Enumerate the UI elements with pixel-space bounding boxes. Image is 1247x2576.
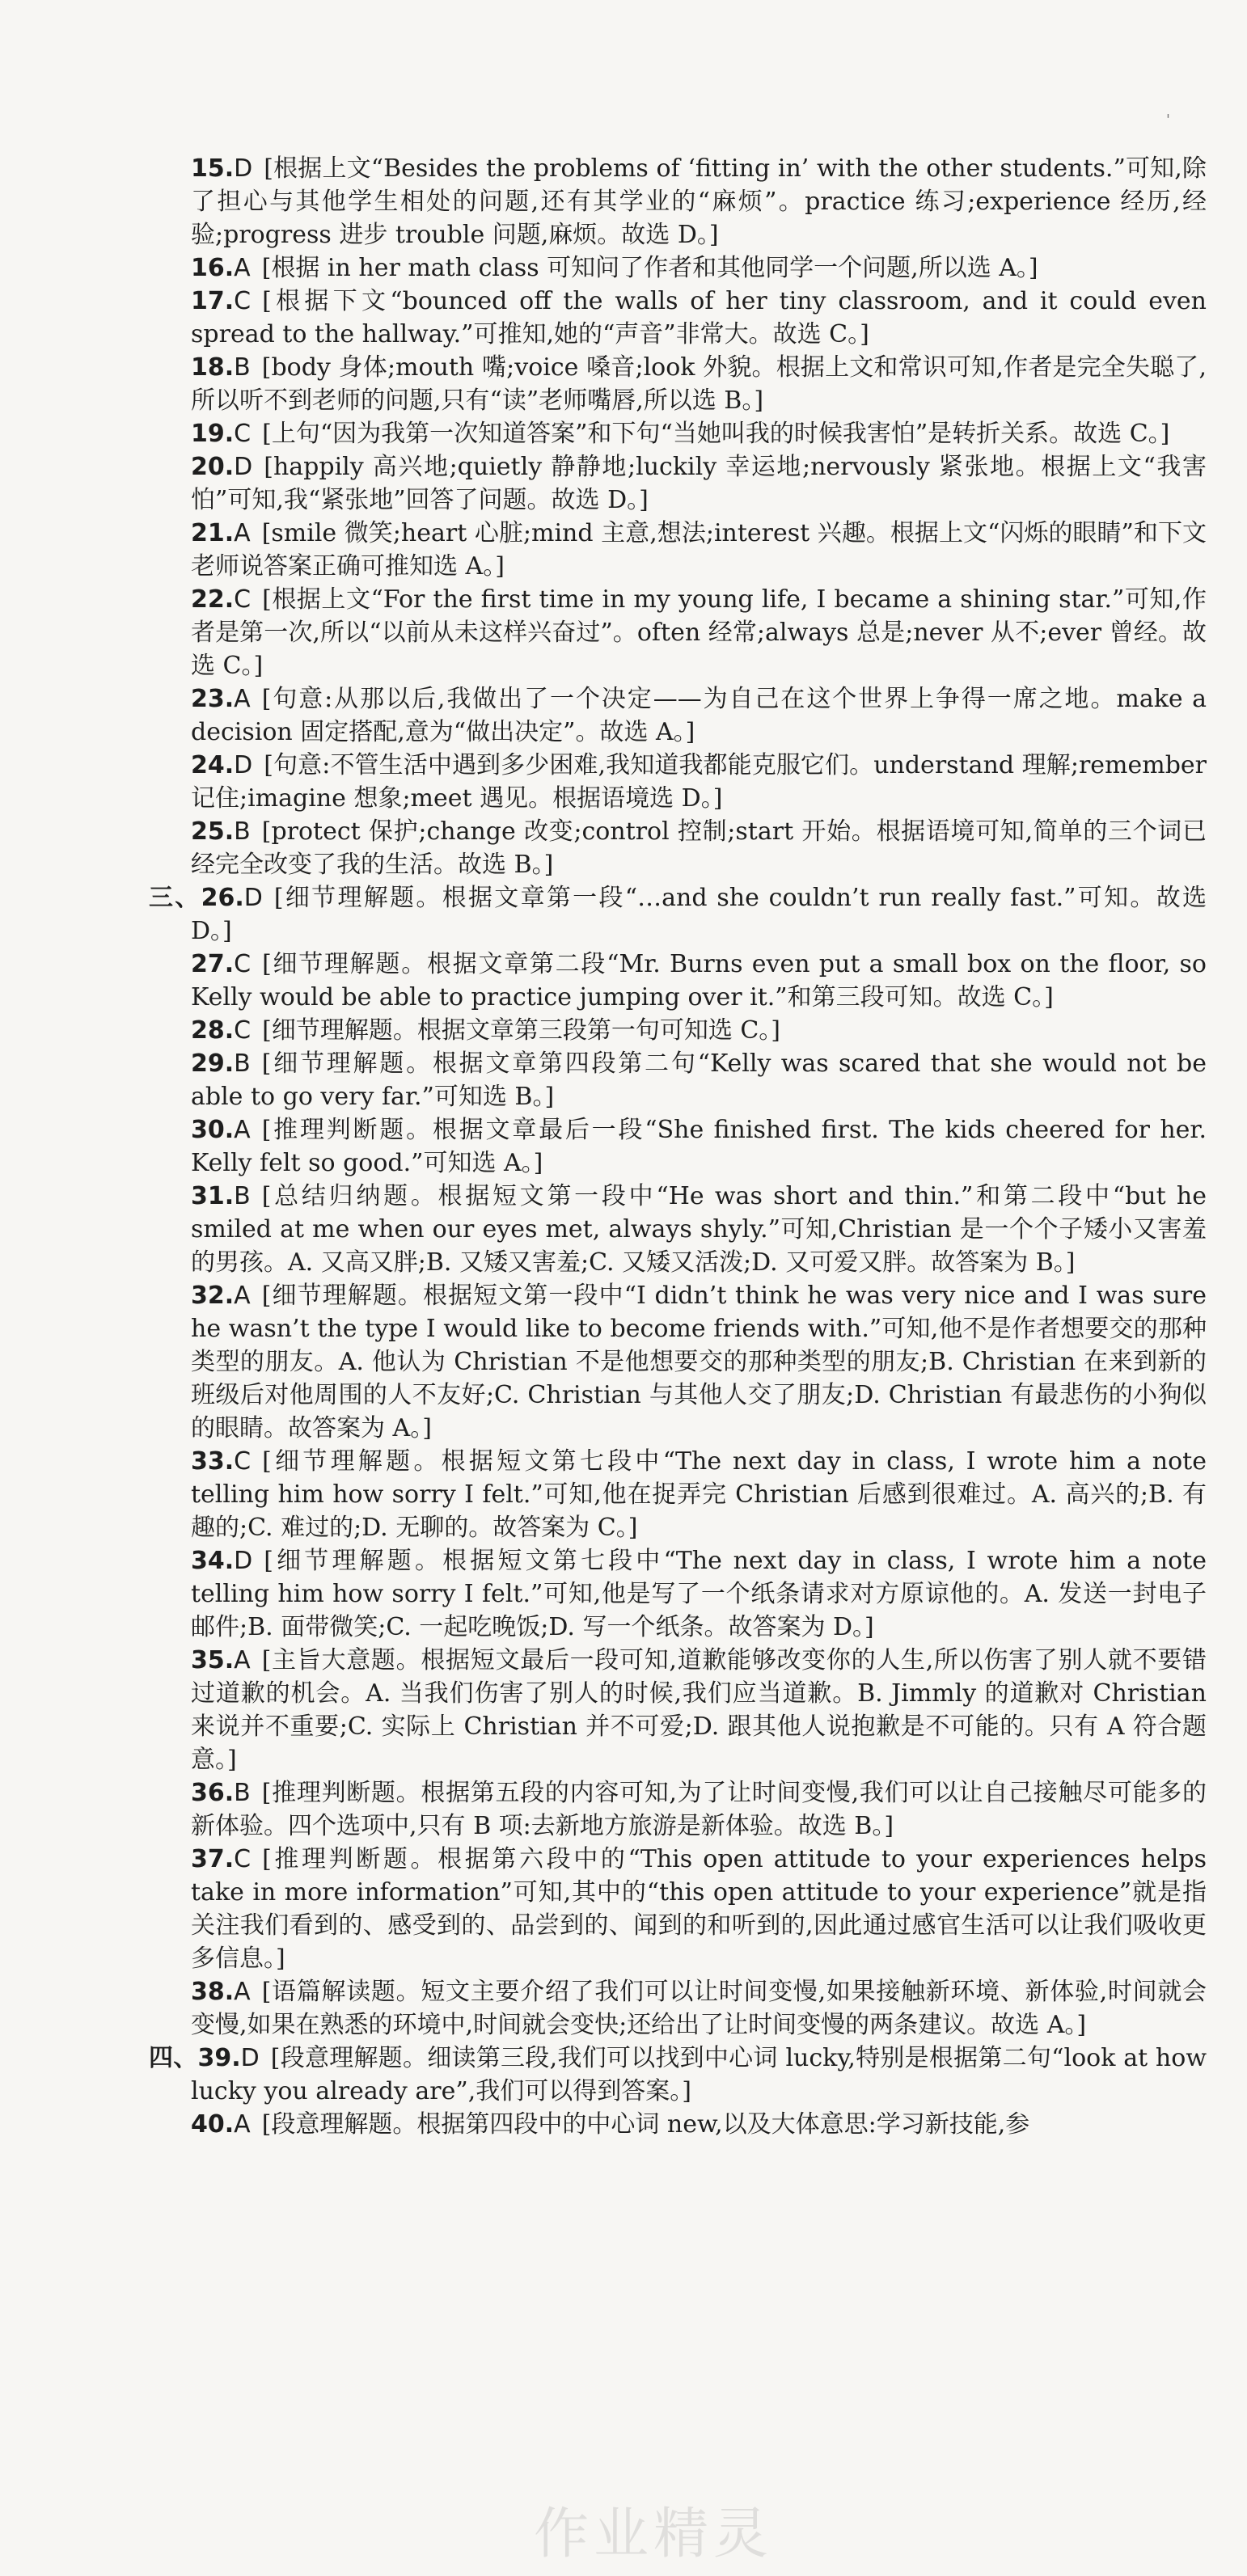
question-number: 29.: [191, 1049, 235, 1078]
question-number: 38.: [191, 1978, 235, 2006]
answer-item: [191, 251, 1207, 285]
question-number: 28.: [191, 1016, 235, 1045]
answer-letter: D: [243, 884, 263, 912]
answer-item: [191, 815, 1207, 881]
explanation-text: [细节理解题。根据短文第七段中“The next day in class, I wrote him a note telling him how sorry I felt.”可知,他是写了一个纸条请求对方原谅他的。A. 发送一封电子邮件;B. 面带微笑;C. 一起吃晚饭;D. 写一个纸条。故答案为 D。]: [191, 1547, 1207, 1641]
answer-letter: A: [234, 1116, 251, 1144]
question-number: 22.: [191, 585, 235, 614]
answer-item: [191, 1445, 1207, 1544]
answer-item: [191, 1544, 1207, 1644]
answer-item: [191, 749, 1207, 815]
watermark: 作业精灵: [534, 2502, 774, 2566]
answer-item: [191, 285, 1207, 351]
answer-item: [191, 1180, 1207, 1279]
section-label: 四、: [149, 2044, 198, 2072]
answer-item: [191, 1279, 1207, 1445]
answer-letter: C: [234, 420, 252, 448]
explanation-text: [细节理解题。根据短文第七段中“The next day in class, I wrote him a note telling him how sorry I felt.”可知,他在捉弄完 Christian 后感到很难过。A. 高兴的;B. 有趣的;C. 难过的;D. 无聊的。故答案为 C。]: [191, 1447, 1207, 1542]
explanation-text: [smile 微笑;heart 心脏;mind 主意,想法;interest 兴趣。根据上文“闪烁的眼睛”和下文老师说答案正确可推知选 A。]: [191, 519, 1207, 581]
explanation-text: [细节理解题。根据短文第一段中“I didn’t think he was very nice and I was sure he wasn’t the type I would like to become friends with.”可知,他不是作者想要交的那种类型的朋友。A. 他认为 Christian 不是他想要交的那种类型的朋友;B. Christian 在来到新的班级后对他周围的人不友好;C. Christian 与其他人交了朋友;D. Christian 有最悲伤的小狗似的眼睛。故答案为 A。]: [191, 1282, 1207, 1442]
explanation-text: [body 身体;mouth 嘴;voice 嗓音;look 外貌。根据上文和常识可知,作者是完全失聪了,所以听不到老师的问题,只有“读”老师嘴唇,所以选 B。]: [191, 353, 1207, 415]
answer-letter: D: [234, 751, 253, 779]
question-number: 30.: [191, 1116, 235, 1144]
explanation-text: [上句“因为我第一次知道答案”和下句“当她叫我的时候我害怕”是转折关系。故选 C。]: [262, 420, 1170, 448]
explanation-text: [细节理解题。根据文章第二段“Mr. Burns even put a small box on the floor, so Kelly would be able to practice jumping over it.”和第三段可知。故选 C。]: [191, 950, 1207, 1011]
answer-item: [191, 583, 1207, 682]
answer-letter: B: [234, 817, 251, 846]
question-number: 34.: [191, 1547, 235, 1575]
question-number: 25.: [191, 817, 235, 846]
question-number: 27.: [191, 950, 235, 978]
explanation-text: [happily 高兴地;quietly 静静地;luckily 幸运地;nervously 紧张地。根据上文“我害怕”可知,我“紧张地”回答了问题。故选 D。]: [191, 453, 1207, 514]
explanation-text: [推理判断题。根据文章最后一段“She finished first. The kids cheered for her. Kelly felt so good.”可知选 A。]: [191, 1116, 1207, 1177]
answer-letter: C: [234, 950, 252, 978]
answer-letter: D: [240, 2044, 260, 2072]
explanation-text: [细节理解题。根据文章第三段第一句可知选 C。]: [262, 1016, 781, 1045]
question-number: 31.: [191, 1182, 235, 1210]
answer-letter: C: [234, 287, 252, 315]
explanation-text: [根据下文“bounced off the walls of her tiny classroom, and it could even spread to the hallway.”可推知,她的“声音”非常大。故选 C。]: [191, 287, 1207, 348]
answer-letter: A: [234, 1978, 251, 2006]
answer-item: [191, 1644, 1207, 1776]
answer-letter: A: [234, 2110, 251, 2139]
question-number: 21.: [191, 519, 235, 547]
question-number: 18.: [191, 353, 235, 382]
answer-item: [191, 351, 1207, 417]
answer-item: [149, 881, 1207, 948]
explanation-text: [细节理解题。根据文章第四段第二句“Kelly was scared that she would not be able to go very far.”可知选 B。]: [191, 1049, 1207, 1111]
answer-item: [191, 517, 1207, 583]
answer-letter: A: [234, 685, 251, 713]
explanation-text: [根据 in her math class 可知问了作者和其他同学一个问题,所以选 A。]: [261, 254, 1038, 282]
question-number: 35.: [191, 1646, 235, 1674]
answer-letter: B: [234, 1182, 251, 1210]
question-number: 39.: [197, 2044, 241, 2072]
answer-item: [191, 1843, 1207, 1975]
explanation-text: [总结归纳题。根据短文第一段中“He was short and thin.”和第二段中“but he smiled at me when our eyes met, always shyly.”可知,Christian 是一个个子矮小又害羞的男孩。A. 又高又胖;B. 又矮又害羞;C. 又矮又活泼;D. 又可爱又胖。故答案为 B。]: [191, 1182, 1207, 1277]
answer-item: [191, 1975, 1207, 2042]
explanation-text: [根据上文“Besides the problems of ‘fitting in’ with the other students.”可知,除了担心与其他学生相处的问题,还有其学业的“麻烦”。practice 练习;experience 经历,经验;progress 进步 trouble 问题,麻烦。故选 D。]: [191, 154, 1207, 249]
answer-letter: A: [234, 519, 251, 547]
explanation-text: [语篇解读题。短文主要介绍了我们可以让时间变慢,如果接触新环境、新体验,时间就会变慢,如果在熟悉的环境中,时间就会变快;还给出了让时间变慢的两条建议。故选 A。]: [191, 1978, 1207, 2039]
explanation-text: [根据上文“For the first time in my young life, I became a shining star.”可知,作者是第一次,所以“以前从未这样兴奋过”。often 经常;always 总是;never 从不;ever 曾经。故选 C。]: [191, 585, 1207, 680]
answer-key-column: [149, 152, 1207, 2141]
answer-letter: D: [234, 453, 253, 481]
answer-letter: A: [234, 1282, 251, 1310]
question-number: 33.: [191, 1447, 235, 1476]
corner-mark: ': [1166, 112, 1170, 129]
answer-letter: B: [234, 353, 251, 382]
answer-letter: C: [234, 1016, 252, 1045]
answer-letter: C: [234, 1845, 252, 1873]
answer-letter: D: [234, 1547, 253, 1575]
answer-letter: C: [234, 1447, 252, 1476]
explanation-text: [句意:不管生活中遇到多少困难,我知道我都能克服它们。understand 理解;remember 记住;imagine 想象;meet 遇见。根据语境选 D。]: [191, 751, 1207, 813]
answer-letter: C: [234, 585, 252, 614]
question-number: 26.: [201, 884, 244, 912]
answer-item: [191, 2108, 1207, 2141]
section-label: 三、: [149, 884, 201, 912]
question-number: 20.: [191, 453, 235, 481]
answer-item: [191, 1047, 1207, 1113]
answer-item: [191, 1014, 1207, 1047]
answer-letter: A: [234, 254, 251, 282]
answer-item: [149, 2042, 1207, 2108]
explanation-text: [段意理解题。细读第三段,我们可以找到中心词 lucky,特别是根据第二句“look at how lucky you already are”,我们可以得到答案。]: [191, 2044, 1207, 2105]
answer-item: [191, 417, 1207, 450]
answer-item: [191, 948, 1207, 1014]
answer-item: [191, 682, 1207, 749]
answer-item: [191, 450, 1207, 517]
answer-item: [191, 152, 1207, 251]
answer-letter: D: [234, 154, 253, 183]
explanation-text: [段意理解题。根据第四段中的中心词 new,以及大体意思:学习新技能,参: [261, 2110, 1030, 2139]
explanation-text: [细节理解题。根据文章第一段“…and she couldn’t run really fast.”可知。故选 D。]: [191, 884, 1207, 945]
explanation-text: [主旨大意题。根据短文最后一段可知,道歉能够改变你的人生,所以伤害了别人就不要错过道歉的机会。A. 当我们伤害了别人的时候,我们应当道歉。B. Jimmly 的道歉对 Christian 来说并不重要;C. 实际上 Christian 并不可爱;D. 跟其他人说抱歉是不可能的。只有 A 符合题意。]: [191, 1646, 1207, 1774]
explanation-text: [推理判断题。根据第五段的内容可知,为了让时间变慢,我们可以让自己接触尽可能多的新体验。四个选项中,只有 B 项:去新地方旅游是新体验。故选 B。]: [191, 1779, 1207, 1840]
answer-letter: B: [234, 1779, 251, 1807]
answer-item: [191, 1776, 1207, 1843]
answer-item: [191, 1113, 1207, 1180]
question-number: 15.: [191, 154, 235, 183]
explanation-text: [句意:从那以后,我做出了一个决定——为自己在这个世界上争得一席之地。make a decision 固定搭配,意为“做出决定”。故选 A。]: [191, 685, 1207, 746]
explanation-text: [protect 保护;change 改变;control 控制;start 开始。根据语境可知,简单的三个词已经完全改变了我的生活。故选 B。]: [191, 817, 1207, 879]
question-number: 16.: [191, 254, 235, 282]
explanation-text: [推理判断题。根据第六段中的“This open attitude to your experiences helps take in more information”可知,其中的“this open attitude to your experience”就是指关注我们看到的、感受到的、品尝到的、闻到的和听到的,因此通过感官生活可以让我们吸收更多信息。]: [191, 1845, 1207, 1973]
question-number: 36.: [191, 1779, 235, 1807]
question-number: 40.: [191, 2110, 235, 2139]
answer-letter: A: [234, 1646, 251, 1674]
question-number: 19.: [191, 420, 235, 448]
question-number: 17.: [191, 287, 235, 315]
answer-letter: B: [234, 1049, 251, 1078]
question-number: 32.: [191, 1282, 235, 1310]
question-number: 37.: [191, 1845, 235, 1873]
question-number: 23.: [191, 685, 235, 713]
question-number: 24.: [191, 751, 235, 779]
